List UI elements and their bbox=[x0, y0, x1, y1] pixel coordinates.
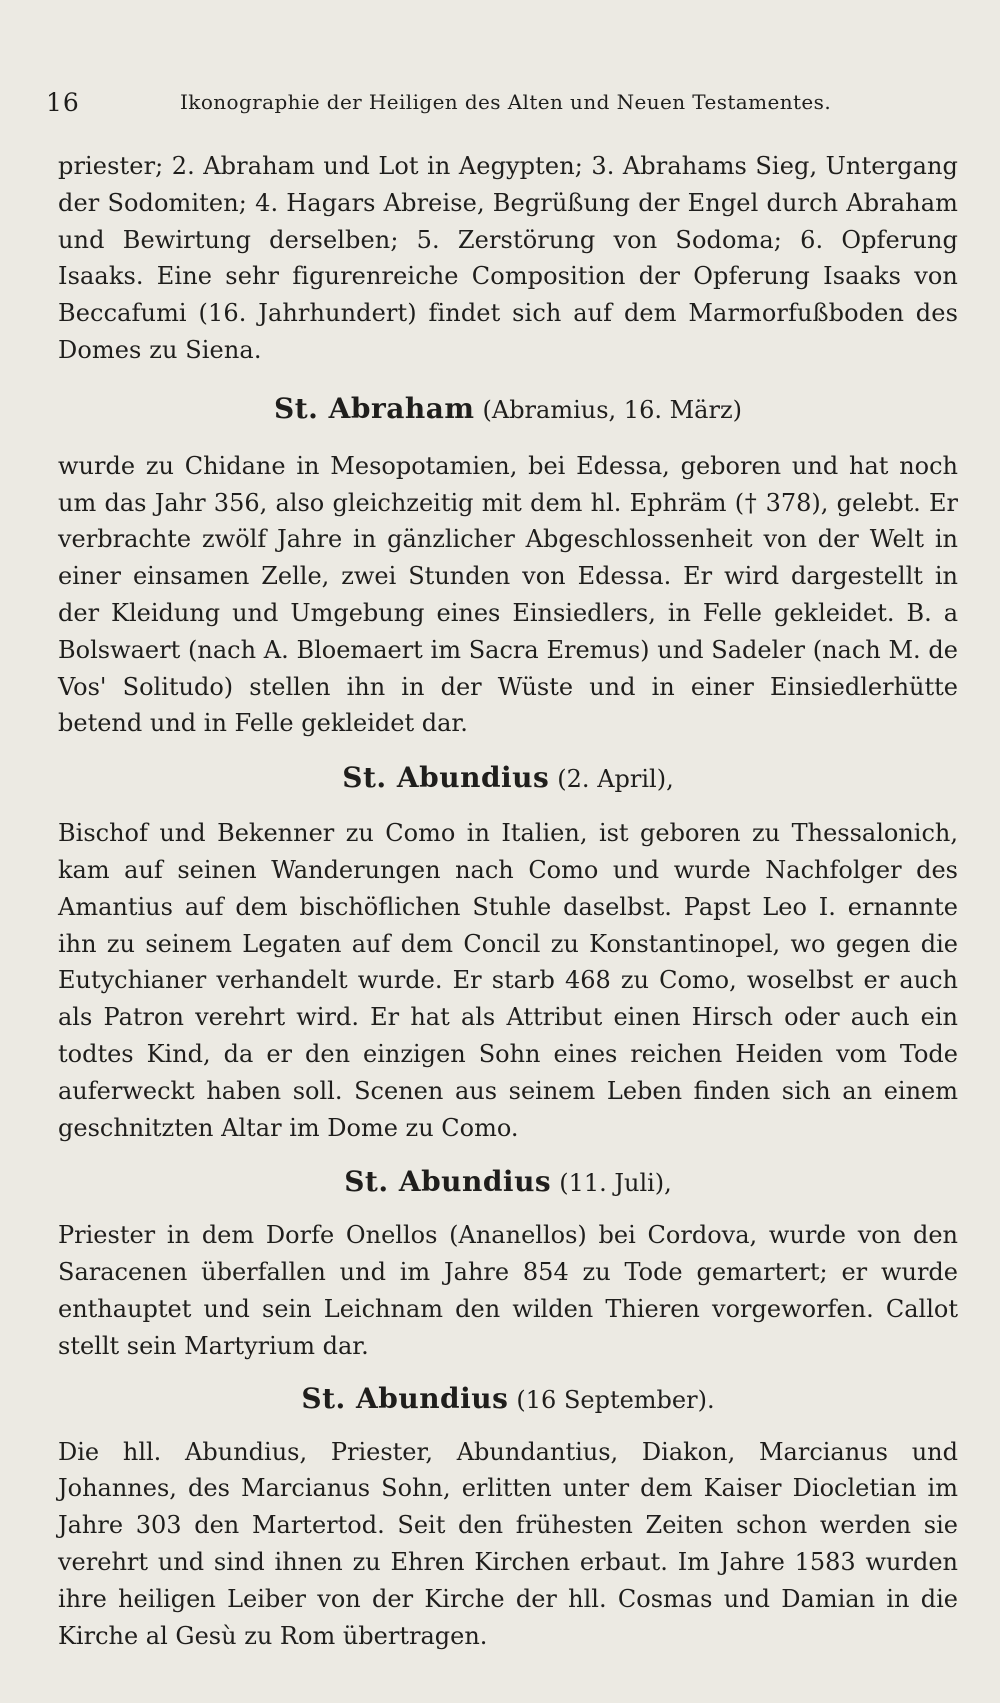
feast-detail: (2. April), bbox=[557, 765, 674, 794]
page-header bbox=[46, 88, 940, 128]
entry-heading bbox=[58, 742, 958, 815]
entry-text: wurde zu Chidane in Mesopotamien, bei Edessa, geboren und hat noch um das Jahr 356, also gleichzeitig mit dem hl. Ephräm († 378), gelebt. Er verbrachte zwölf Jahre in gänzlicher Abgeschlossenheit von der Welt in einer einsamen Zelle, zwei Stunden von Edessa. Er wird dargestellt in der Kleidung und Umgebung eines Einsiedlers, in Felle gekleidet. B. a Bolswaert (nach A. Bloemaert im Sacra Eremus) und Sadeler (nach M. de Vos' Solitudo) stellen ihn in der Wüste und in einer Einsiedlerhütte betend und in Felle gekleidet dar. bbox=[58, 451, 958, 738]
page-number: 16 bbox=[46, 88, 80, 117]
saint-name: St. Abundius bbox=[344, 1165, 552, 1199]
entry-st-abraham bbox=[58, 369, 958, 742]
saint-name: St. Abundius bbox=[301, 1381, 509, 1415]
entry-heading bbox=[58, 1365, 958, 1434]
entry-text: Bischof und Bekenner zu Como in Italien, ist geboren zu Thessalonich, kam auf seinen Wanderungen nach Como und wurde Nachfolger des Amantius auf dem bischöflichen Stuhle daselbst. Papst Leo I. ernannte ihn zu seinem Legaten auf dem Concil zu Konstantinopel, wo gegen die Eutychianer verhandelt wurde. Er starb 468 zu Como, woselbst er auch als Patron verehrt wird. Er hat als Attribut einen Hirsch oder auch ein todtes Kind, da er den einzigen Sohn eines reichen Heiden vom Tode auferweckt haben soll. Scenen aus seinem Leben finden sich an einem geschnitzten Altar im Dome zu Como. bbox=[58, 819, 958, 1142]
entry-st-abundius-september bbox=[58, 1365, 958, 1655]
running-title: Ikonographie der Heiligen des Alten und Neuen Testamentes. bbox=[180, 90, 832, 114]
entry-text: Priester in dem Dorfe Onellos (Ananellos) bei Cordova, wurde von den Saracenen überfallen und im Jahre 854 zu Tode gemartert; er wurde enthauptet und sein Leichnam den wilden Thieren vorgeworfen. Callot stellt sein Martyrium dar. bbox=[58, 1221, 958, 1360]
page-body bbox=[58, 148, 958, 1654]
entry-text: Die hll. Abundius, Priester, Abundantius, Diakon, Marcianus und Johannes, des Marcianus Sohn, erlitten unter dem Kaiser Diocletian im Jahre 303 den Martertod. Seit den frühesten Zeiten schon werden sie verehrt und sind ihnen zu Ehren Kirchen erbaut. Im Jahre 1583 wurden ihre heiligen Leiber von der Kirche der hll. Cosmas und Damian in die Kirche al Gesù zu Rom übertragen. bbox=[58, 1437, 958, 1650]
entry-st-abundius-april bbox=[58, 742, 958, 1146]
feast-detail: (11. Juli), bbox=[559, 1169, 672, 1198]
entry-heading bbox=[58, 369, 958, 448]
entry-st-abundius-july bbox=[58, 1146, 958, 1364]
entry-heading bbox=[58, 1146, 958, 1217]
feast-detail: (Abramius, 16. März) bbox=[482, 395, 742, 424]
intro-paragraph: priester; 2. Abraham und Lot in Aegypten; 3. Abrahams Sieg, Untergang der Sodomiten; 4. Hagars Abreise, Begrüßung der Engel durch Abraham und Bewirtung derselben; 5. Zerstörung von Sodoma; 6. Opferung Isaaks. Eine sehr figurenreiche Composition der Opferung Isaaks von Beccafumi (16. Jahrhundert) findet sich auf dem Marmorfußboden des Domes zu Siena. bbox=[58, 152, 958, 364]
saint-name: St. Abraham bbox=[274, 391, 475, 425]
saint-name: St. Abundius bbox=[342, 761, 550, 795]
feast-detail: (16 September). bbox=[516, 1385, 715, 1414]
